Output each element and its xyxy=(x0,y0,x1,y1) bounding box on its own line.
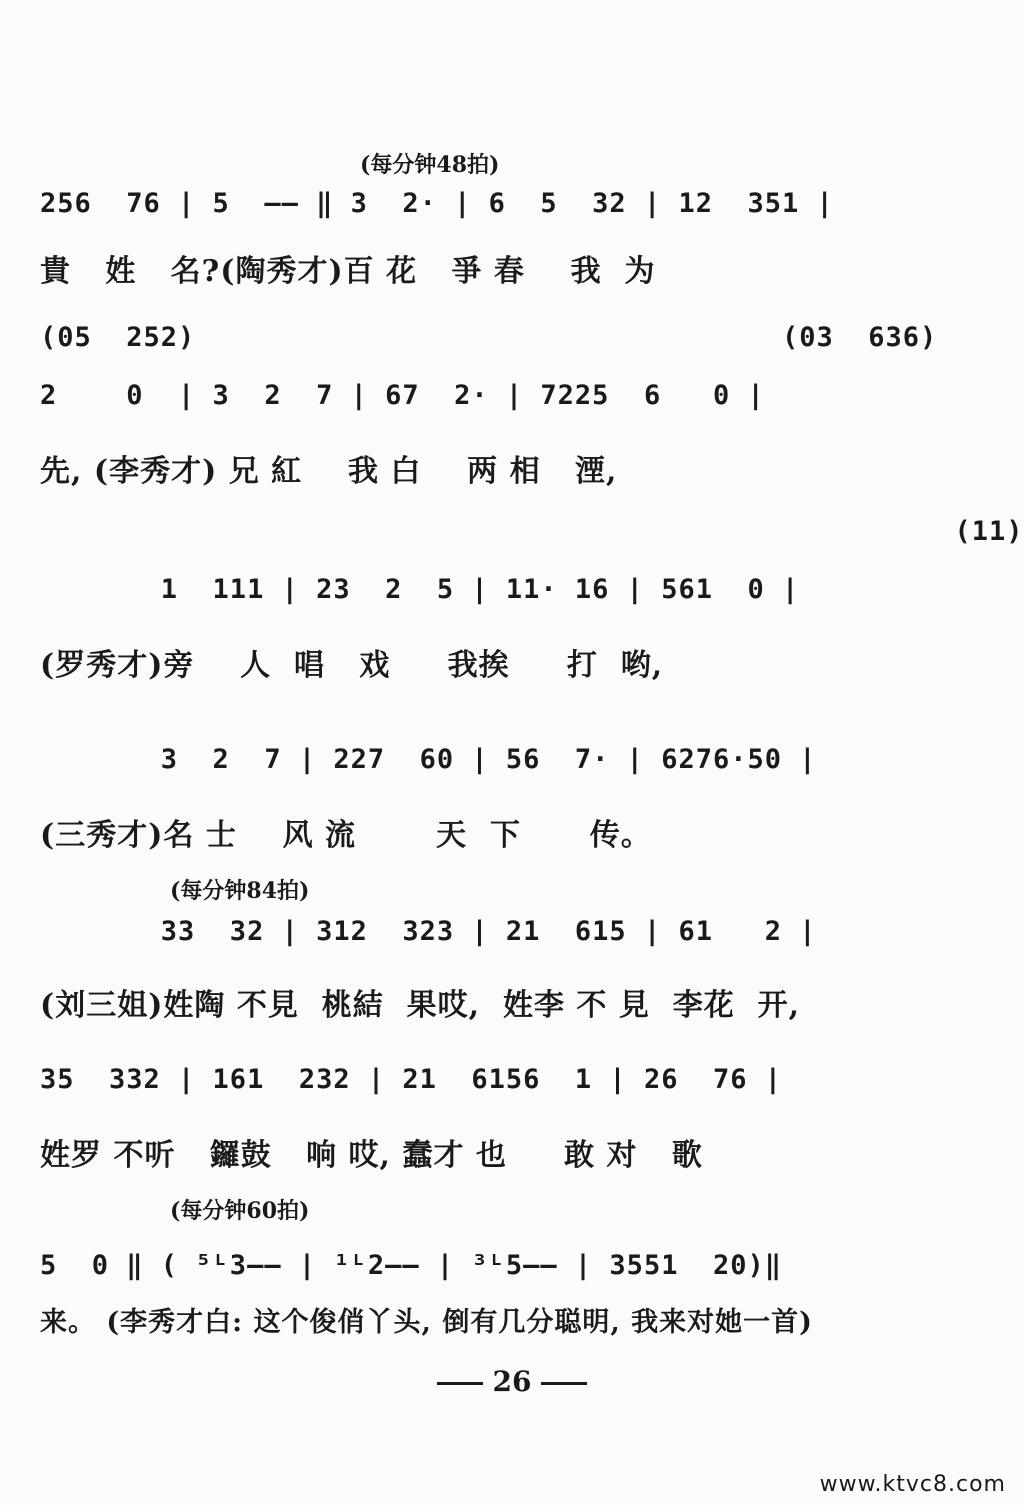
lyric-line-4: (三秀才)名 士 风 流 天 下 传。 xyxy=(40,818,652,853)
lyric-line-1: 貴 姓 名?(陶秀才)百 花 爭 春 我 为 xyxy=(40,254,656,289)
tempo-marking-3: (每分钟60拍) xyxy=(170,1198,310,1224)
watermark: www.ktvc8.com xyxy=(819,1472,1006,1497)
notation-line-7: 5 0 ‖ ( ⁵ᴸ3—— | ¹ᴸ2—— | ³ᴸ5—— | 3551 20)‖ xyxy=(40,1250,782,1281)
tempo-marking-2: (每分钟84拍) xyxy=(170,878,310,904)
page-number xyxy=(0,1365,1024,1398)
notation-line-6: 35 332 | 161 232 | 21 6156 1 | 26 76 | xyxy=(40,1064,782,1095)
notation-line-1: 256 76 | 5 —— ‖ 3 2· | 6 5 32 | 12 351 | xyxy=(40,188,834,219)
notation-line-3: 1 111 | 23 2 5 | 11· 16 | 561 0 | xyxy=(40,574,800,605)
lyric-line-2: 先, (李秀才) 兄 紅 我 白 两 相 湮, xyxy=(40,454,618,489)
accompaniment-line-3: (11) xyxy=(40,516,1024,547)
tempo-marking-1: (每分钟48拍) xyxy=(360,152,500,178)
page-number-text: 26 xyxy=(492,1365,532,1398)
notation-line-4: 3 2 7 | 227 60 | 56 7· | 6276·50 | xyxy=(40,744,817,775)
notation-line-5: 33 32 | 312 323 | 21 615 | 61 2 | xyxy=(40,916,817,947)
lyric-line-7: 来。 (李秀才白: 这个俊俏丫头, 倒有几分聪明, 我来对她一首) xyxy=(40,1307,813,1338)
right-dash xyxy=(541,1382,587,1385)
left-dash xyxy=(437,1382,483,1385)
lyric-line-5: (刘三姐)姓陶 不見 桃結 果哎, 姓李 不 見 李花 开, xyxy=(40,988,801,1023)
accompaniment-line-2: (05 252) (03 636) xyxy=(40,322,938,353)
lyric-line-3: (罗秀才)旁 人 唱 戏 我挨 打 哟, xyxy=(40,648,664,683)
notation-line-2: 2 0 | 3 2 7 | 67 2· | 7225 6 0 | xyxy=(40,380,765,411)
lyric-line-6: 姓罗 不听 鑼鼓 响 哎, 蠢才 也 敢 对 歌 xyxy=(40,1138,703,1173)
